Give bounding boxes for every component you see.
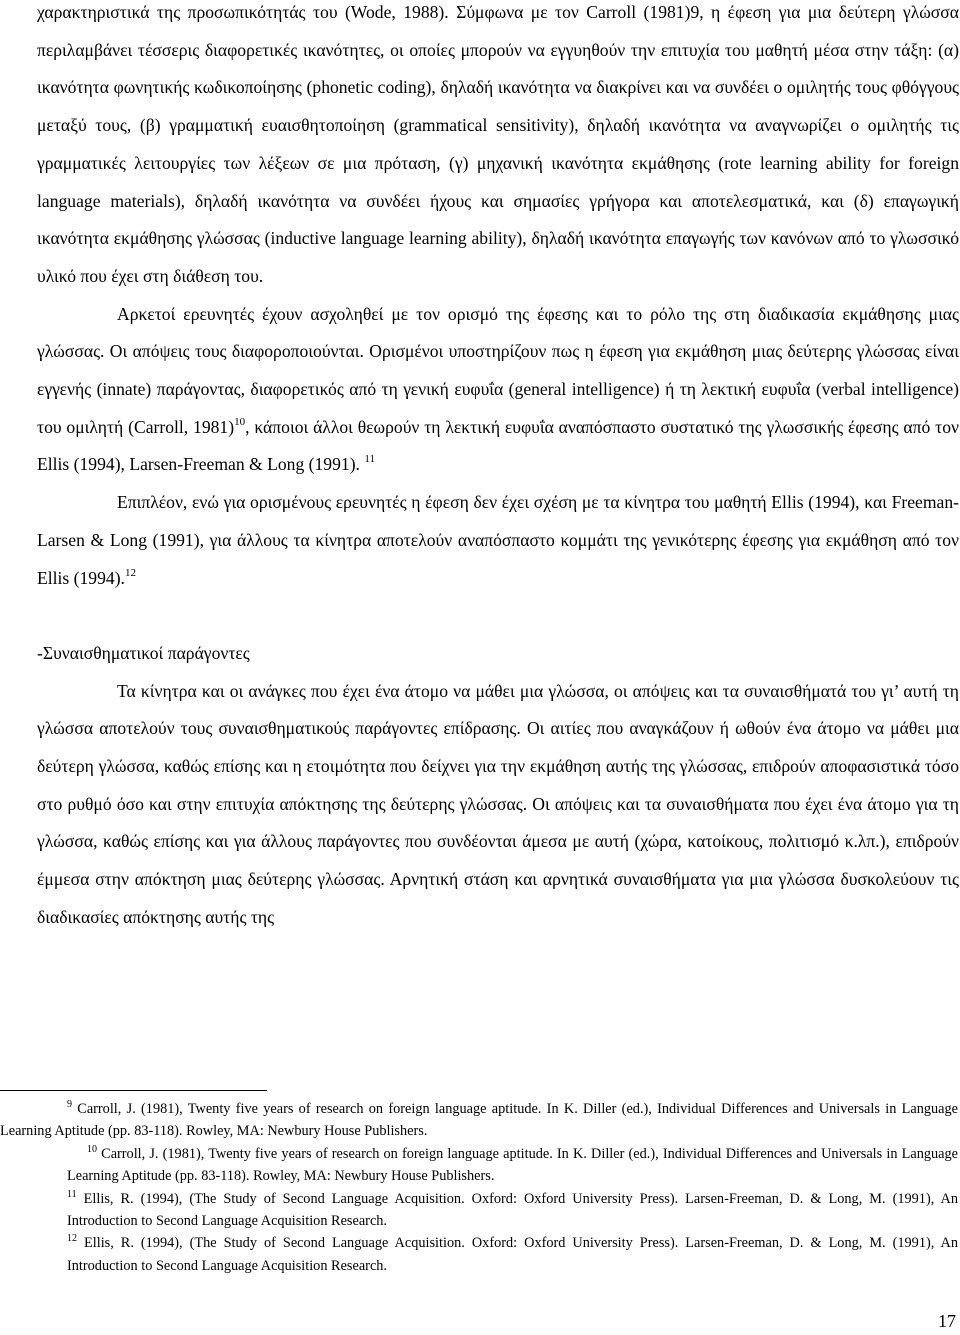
paragraph-motivation xyxy=(37,484,959,597)
footnote-text: Ellis, R. (1994), (The Study of Second Language Acquisition. Oxford: Oxford University Press). Larsen-Freeman, D. & Long, M. (1991), An Introduction to Second Language Acquisition Research. xyxy=(67,1235,958,1274)
footnote-number: 9 xyxy=(67,1099,72,1110)
footnote-text: Ellis, R. (1994), (The Study of Second Language Acquisition. Oxford: Oxford University Press). Larsen-Freeman, D. & Long, M. (1991), An Introduction to Second Language Acquisition Research. xyxy=(67,1190,958,1230)
paragraph-motivation-text: Επιπλέον, ενώ για ορισμένους ερευνητές η έφεση δεν έχει σχέση με τα κίνητρα του μαθητή Ellis (1994), και Freeman-Larsen & Long (1991), για άλλους τα κίνητρα αποτελούν αναπόσπαστο κομμάτι της γενικότερης έφεσης για εκμάθηση από τον Ellis (1994). xyxy=(37,492,959,588)
paragraph-aptitude-components: χαρακτηριστικά της προσωπικότητάς του (Wode, 1988). Σύμφωνα με τον Carroll (1981)9, η έφεση για μια δεύτερη γλώσσα περιλαμβάνει τέσσερις διαφορετικές ικανότητες, οι οποίες μπορούν να εγγυηθούν την επιτυχία του μαθητή μέσα στην τάξη: (α) ικανότητα φωνητικής κωδικοποίησης (phonetic coding), δηλαδή ικανότητα να διακρίνει και να συνδέει ο ομιλητής τους φθόγγους μεταξύ τους, (β) γραμματική ευαισθητοποίηση (grammatical sensitivity), δηλαδή ικανότητα να αναγνωρίζει ο ομιλητής τις γραμματικές λειτουργίες των λέξεων σε μια πρόταση, (γ) μηχανική ικανότητα εκμάθησης (rote learning ability for foreign language materials), δηλαδή ικανότητα να συνδέει ήχους και σημασίες γρήγορα και αποτελεσματικά, και (δ) επαγωγική ικανότητα εκμάθησης γλώσσας (inductive language learning ability), δηλαδή ικανότητα επαγωγής των κανόνων από το γλωσσικό υλικό που έχει στη διάθεση του. xyxy=(37,2,959,286)
footnote-number: 11 xyxy=(67,1188,77,1200)
paragraph-gap xyxy=(37,597,959,635)
page-number: 17 xyxy=(938,1311,956,1331)
footnote-number: 12 xyxy=(67,1233,77,1245)
footnote-9 xyxy=(0,1098,958,1143)
paragraph-aptitude-views xyxy=(37,296,959,485)
footnote-11 xyxy=(0,1188,958,1233)
footnote-number: 10 xyxy=(87,1143,97,1155)
footnote-ref-11[interactable]: 11 xyxy=(364,453,375,466)
paragraph-affective-factors: Τα κίνητρα και οι ανάγκες που έχει ένα άτομο να μάθει μια γλώσσα, οι απόψεις και τα συναισθήματά του γι’ αυτή τη γλώσσα αποτελούν τους συναισθηματικούς παράγοντες επίδρασης. Οι αιτίες που αναγκάζουν ή ωθούν ένα άτομο να μάθει μια δεύτερη γλώσσα, καθώς επίσης και η ετοιμότητα που δείχνει για την εκμάθηση αυτής της γλώσσας, επιδρούν αποφασιστικά τόσο στο ρυθμό όσο και στην επιτυχία απόκτησης της δεύτερης γλώσσας. Οι απόψεις και τα συναισθήματα που έχει ένα άτομο για τη γλώσσα, καθώς επίσης και για άλλους παράγοντες που συνδέονται άμεσα με αυτή (χώρα, κατοίκους, πολιτισμό κ.λπ.), επιδρούν έμμεσα στην απόκτηση μιας δεύτερης γλώσσας. Αρνητική στάση και αρνητικά συναισθήματα για μια γλώσσα δυσκολεύουν τις διαδικασίες απόκτησης αυτής της xyxy=(37,680,959,927)
footnote-text: Carroll, J. (1981), Twenty five years of research on foreign language aptitude. In K. Diller (ed.), Individual Differences and Universals in Language Learning Aptitude (pp. 83-118). Rowley, MA: Newbury House Publishers. xyxy=(67,1145,958,1185)
footnote-10 xyxy=(0,1143,958,1188)
section-heading: -Συναισθηματικοί παράγοντες xyxy=(37,642,250,663)
footnote-separator xyxy=(0,1090,267,1091)
footnote-ref-10[interactable]: 10 xyxy=(234,415,246,428)
footnotes xyxy=(0,1098,958,1277)
footnote-12 xyxy=(0,1232,958,1277)
footnote-ref-12[interactable]: 12 xyxy=(124,566,136,579)
paragraph-aptitude-views-text-a: Αρκετοί ερευνητές έχουν ασχοληθεί με τον ορισμό της έφεσης και το ρόλο της στη διαδικασία εκμάθησης μιας γλώσσας. Οι απόψεις τους διαφοροποιούνται. Ορισμένοι υποστηρίζουν πως η έφεση για εκμάθηση μιας δεύτερης γλώσσας είναι εγγενής (innate) παράγοντας, διαφορετικός από τη γενική ευφυΐα (general intelligence) ή τη λεκτική ευφυΐα (verbal intelligence) του ομιλητή (Carroll, 1981) xyxy=(37,303,959,437)
paragraph-aptitude-views-text-b: , κάποιοι άλλοι θεωρούν τη λεκτική ευφυΐα αναπόσπαστο συστατικό της γλωσσικής έφεσης από τον Ellis (1994), Larsen-Freeman & Long (1991). xyxy=(37,416,959,475)
body-text xyxy=(37,0,959,937)
footnote-text: Carroll, J. (1981), Twenty five years of research on foreign language aptitude. In K. Diller (ed.), Individual Differences and Universals in Language Learning Aptitude (pp. 83-118). Rowley, MA: Newbury House Publishers. xyxy=(0,1101,958,1140)
